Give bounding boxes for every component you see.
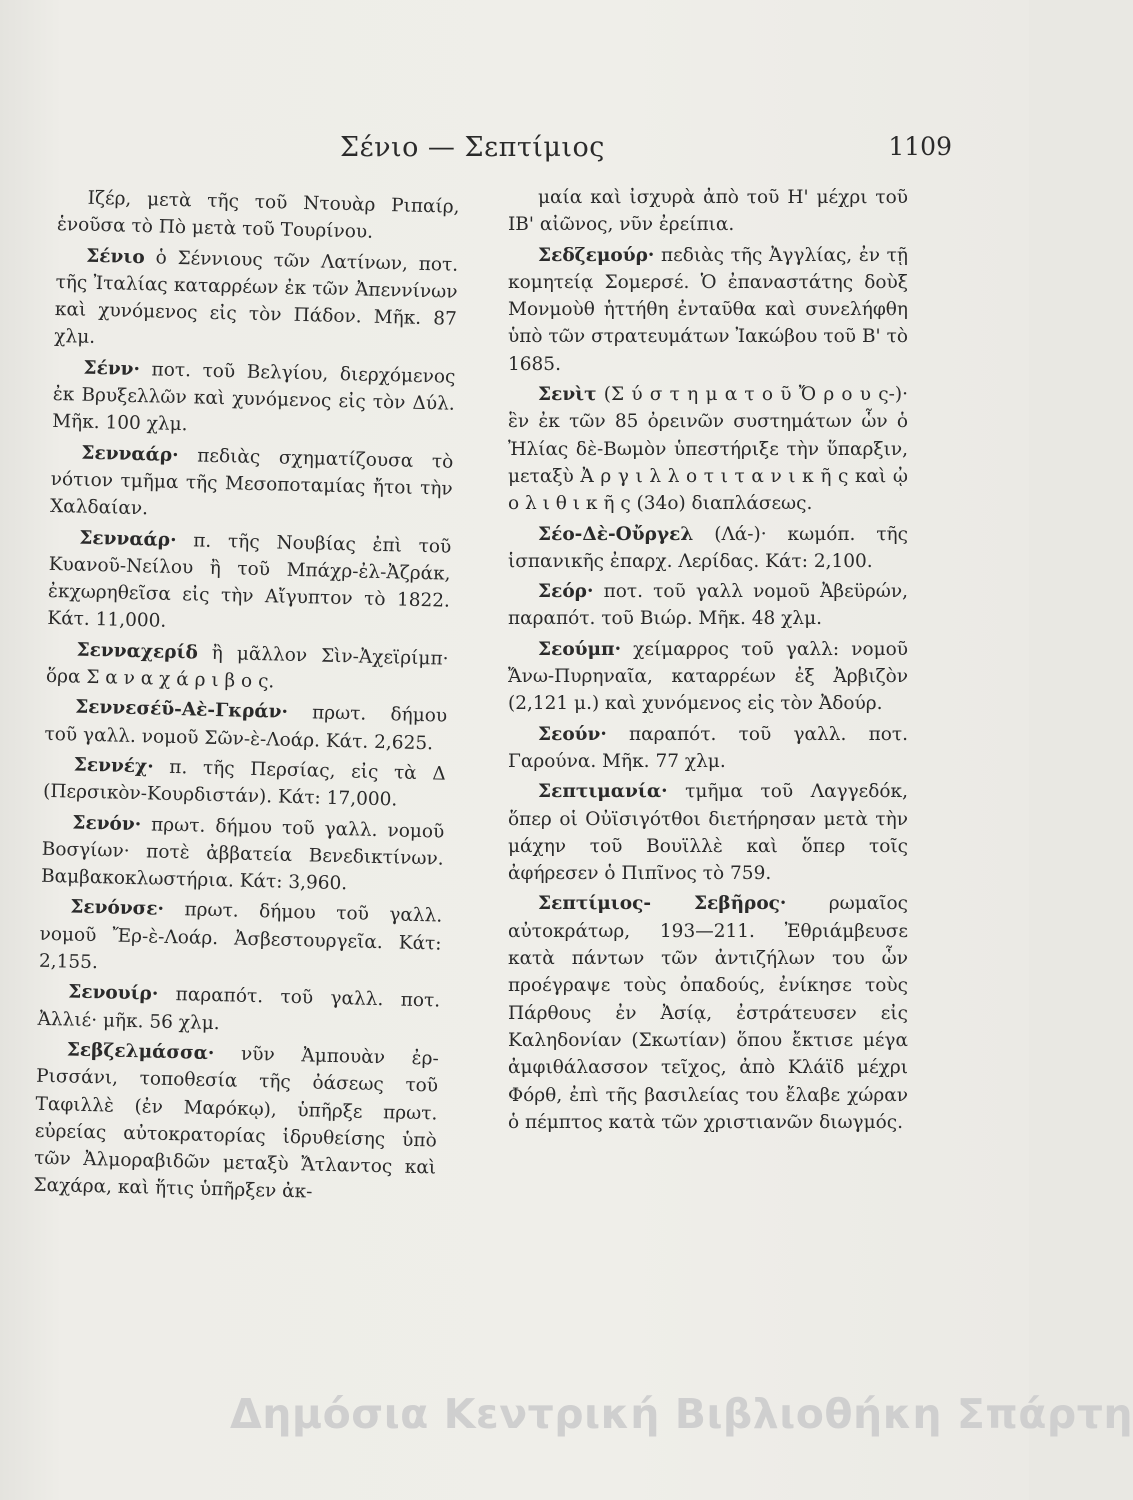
library-watermark: Δημόσια Κεντρική Βιβλιοθήκη Σπάρτη [230,1390,1133,1438]
entry-headword: Σεούν· [538,723,607,745]
page-number: 1109 [888,132,952,161]
entry-headword: Σεννέχ· [73,754,154,778]
left-column [33,184,460,1212]
entry-headword: Σεόρ· [538,581,594,603]
entry-headword: Σεπτιμανία· [538,781,668,803]
entry-headword: Σεπτίμιος- Σεβῆρος· [538,893,787,915]
entry-headword: Σενναχερίδ [76,639,199,664]
dictionary-entry: Σεπτιμανία· τμῆμα τοῦ Λαγγεδόκ, ὅπερ οἱ Οὐϊσιγότθοι διετήρησαν μετὰ τὴν μάχην τοῦ Βουϊλλὲ καὶ ὅπερ τοῖς ἀφήρεσεν ὁ Πιπῖνος τὸ 759. [508,781,908,885]
dictionary-entry: Σένν· ποτ. τοῦ Βελγίου, διερχόμενος ἐκ Βρυξελλῶν καὶ χυνόμενος εἰς τὸν Δύλ. Μῆκ. 100 χλμ. [51,357,456,436]
entry-headword: Σεννεσέῦ-Αὲ-Γκράν· [74,696,289,724]
dictionary-entry: Σεόρ· ποτ. τοῦ γαλλ νομοῦ Ἀβεϋρών, παραπότ. τοῦ Βιώρ. Μῆκ. 48 χλμ. [508,581,908,630]
dictionary-entry: Σεούμπ· χείμαρρος τοῦ γαλλ: νομοῦ Ἄνω-Πυρηναῖα, καταρρέων ἐξ Ἀρβιζὸν (2,121 μ.) καὶ χυνόμενος εἰς τὸν Ἀδούρ. [508,638,908,715]
dictionary-entry: Σενναάρ· πεδιὰς σχηματίζουσα τὸ νότιον τμῆμα τῆς Μεσοποταμίας ἤτοι τὴν Χαλδαίαν. [49,442,454,520]
dictionary-entry: Σενόνσε· πρωτ. δήμου τοῦ γαλλ. νομοῦ Ἔρ-ὲ-Λοάρ. Ἀσβεστουργεῖα. Κάτ: 2,155. [38,896,443,974]
entry-headword: Σεούμπ· [538,638,622,660]
dictionary-entry: Σενὶτ (Σ ύ σ τ η μ α τ ο ῦ Ὄ ρ ο υ ς-)· ἓν ἐκ τῶν 85 ὀρεινῶν συστημάτων ὧν ὁ Ἠλίας δὲ-Βωμὸν ὑπεστήριξε τὴν ὕπαρξιν, μεταξὺ Ἀ ρ γ ι λ λ ο τ ι τ α ν ι κ ῆ ς καὶ ᾠ ο λ ι θ ι κ ῆ ς (34ο) διαπλάσεως. [508,384,908,515]
entry-headword: Σενόνσε· [70,896,165,921]
running-title: Σένιο — Σεπτίμιος [340,132,605,163]
entry-headword: Σενόν· [72,812,142,835]
right-column [508,184,908,1139]
dictionary-entry: Σενναχερίδ ἢ μᾶλλον Σὶν-Ἀχεϊρίμπ· ὅρα Σ α ν α χ ά ρ ι β ο ς. [45,639,449,693]
entry-headword: Σένιο [85,245,145,268]
dictionary-entry: Σεβζελμάσσα· νῦν Ἀμπουὰν ἐρ-Ρισσάνι, τοποθεσία τῆς ὀάσεως τοῦ Ταφιλλὲ (ἐν Μαρόκῳ), ὑπῆρξε πρωτ. εὐρείας αὐτοκρατορίας ἱδρυθείσης ὑπὸ τῶν Ἀλμοραβιδῶν μεταξὺ Ἄτλαντος καὶ Σαχάρα, καὶ ἥτις ὑπῆρξεν ἀκ- [33,1039,439,1203]
dictionary-entry: Ιζέρ, μετὰ τῆς τοῦ Ντουὰρ Ριπαίρ, ἑνοῦσα τὸ Πὸ μετὰ τοῦ Τουρίνου. [56,187,460,244]
entry-headword: Σέο-Δὲ-Οὔργελ [538,523,694,545]
dictionary-entry: Σεδζεμούρ· πεδιὰς τῆς Ἀγγλίας, ἐν τῇ κομητείᾳ Σομερσέ. Ὁ ἐπαναστάτης δοὺξ Μονμοὺθ ἡττήθη ἐνταῦθα καὶ συνελήφθη ὑπὸ τῶν στρατευμάτων Ἰακώβου τοῦ Β' τὸ 1685. [508,244,908,375]
dictionary-entry: Σενναάρ· π. τῆς Νουβίας ἐπὶ τοῦ Κυανοῦ-Νείλου ἢ τοῦ Μπάχρ-ἐλ-Ἀζράκ, ἐκχωρηθεῖσα εἰς τὴν Αἴγυπτον τὸ 1822. Κάτ. 11,000. [47,527,452,633]
entry-headword: Σεβζελμάσσα· [66,1039,215,1064]
entry-headword: Σενναάρ· [79,527,177,551]
dictionary-entry: Σεπτίμιος- Σεβῆρος· ρωμαῖος αὐτοκράτωρ, 193—211. Ἐθριάμβευσε κατὰ πάντων τῶν ἀντιζήλων του ὧν προέγραψε τοὺς ὀπαδούς, ἐνίκησε τοὺς Πάρθους ἐν Ἀσίᾳ, ἐστράτευσεν εἰς Καληδονίαν (Σκωτίαν) ὅπου ἔκτισε μέγα ἀμφιθάλασσον τεῖχος, ἀπὸ Κλάϊδ μέχρι Φόρθ, ἐπὶ τῆς βασιλείας του ἔλαβε χώραν ὁ πέμπτος κατὰ τῶν χριστιανῶν διωγμός. [508,893,908,1133]
dictionary-entry: Σεούν· παραπότ. τοῦ γαλλ. ποτ. Γαρούνα. Μῆκ. 77 χλμ. [508,723,908,772]
dictionary-entry: Σενόν· πρωτ. δήμου τοῦ γαλλ. νομοῦ Βοσγίων· ποτὲ ἀββατεία Βενεδικτίνων. Βαμβακοκλωστήρια. Κάτ: 3,960. [40,812,445,895]
dictionary-entry: Σενουίρ· παραπότ. τοῦ γαλλ. ποτ. Ἀλλιέ· μῆκ. 56 χλμ. [37,981,441,1034]
dictionary-entry: Σένιο ὁ Σέννιους τῶν Λατίνων, ποτ. τῆς Ἰταλίας καταρρέων ἐκ τῶν Ἀπεννίνων καὶ χυνόμενος εἰς τὸν Πάδον. Μῆκ. 87 χλμ. [54,245,459,349]
dictionary-entry: Σεννεσέῦ-Αὲ-Γκράν· πρωτ. δήμου τοῦ γαλλ. νομοῦ Σῶν-ὲ-Λοάρ. Κάτ. 2,625. [44,696,448,754]
page-header [60,132,960,172]
dictionary-entry: Σέο-Δὲ-Οὔργελ (Λά-)· κωμόπ. τῆς ἱσπανικῆς ἐπαρχ. Λερίδας. Κάτ: 2,100. [508,523,908,572]
entry-headword: Σένν· [83,357,141,380]
entry-headword: Σεδζεμούρ· [538,244,655,266]
dictionary-entry: μαία καὶ ἰσχυρὰ ἀπὸ τοῦ Η' μέχρι τοῦ ΙΒ' αἰῶνος, νῦν ἐρείπια. [508,187,908,236]
entry-headword: Σενναάρ· [81,442,179,466]
entry-headword: Σενὶτ [538,384,597,406]
entry-headword: Σενουίρ· [67,981,159,1006]
dictionary-entry: Σεννέχ· π. τῆς Περσίας, εἰς τὰ Δ (Περσικὸν-Κουρδιστάν). Κάτ: 17,000. [42,754,446,811]
